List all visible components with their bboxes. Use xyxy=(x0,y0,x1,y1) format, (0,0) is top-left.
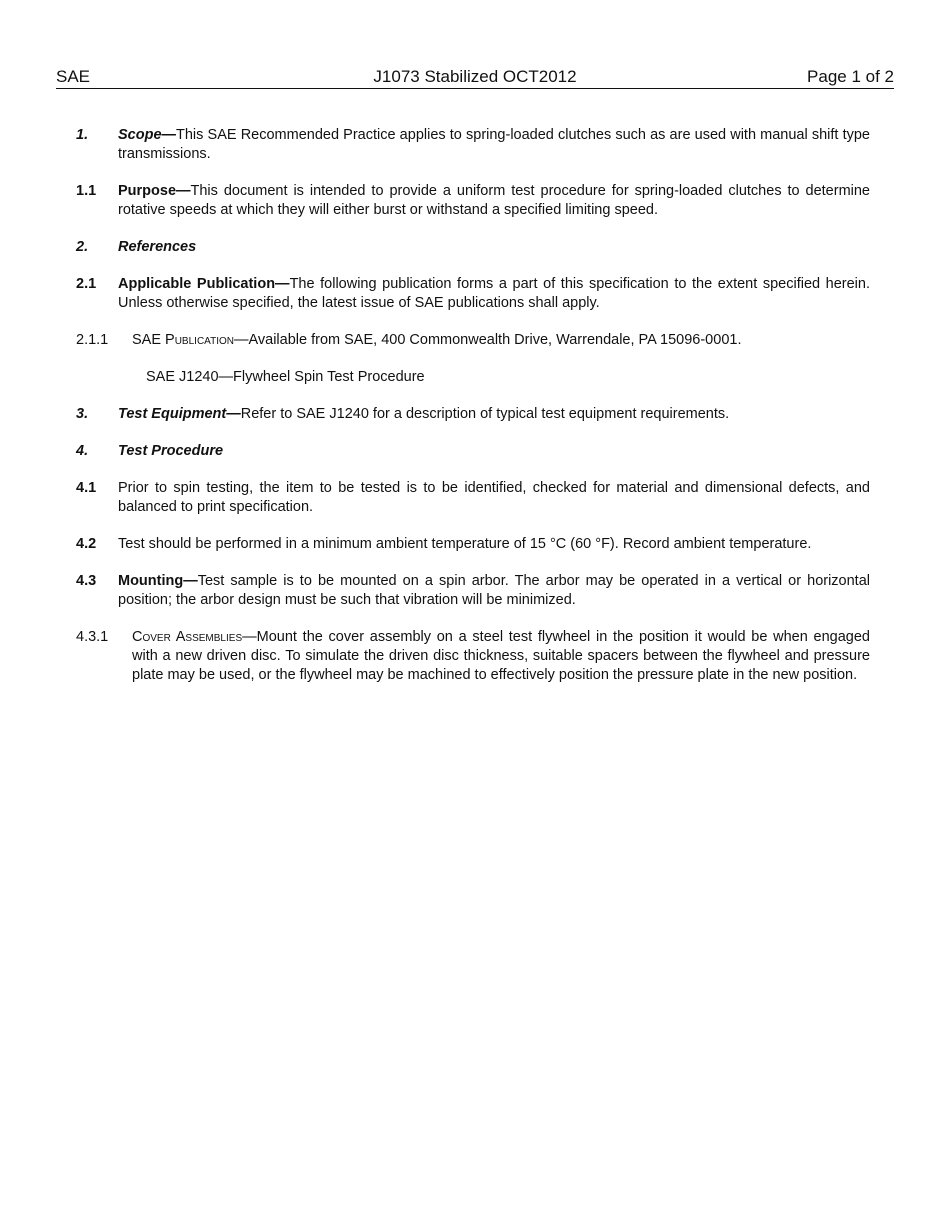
section-number: 1.1 xyxy=(76,183,97,199)
section-title: References xyxy=(118,239,197,255)
section-title: Mounting— xyxy=(118,573,198,589)
section-2-1-applicable-publication xyxy=(76,275,870,313)
section-paragraph xyxy=(118,442,870,461)
section-text: Test should be performed in a minimum ambient temperature of 15 °C (60 °F). Record ambient temperature. xyxy=(118,536,812,552)
section-paragraph xyxy=(118,126,870,164)
section-text: Test sample is to be mounted on a spin arbor. The arbor may be operated in a vertical or horizontal position; the arbor design must be such that vibration will be minimized. xyxy=(118,573,870,608)
section-number: 1. xyxy=(76,127,89,143)
section-title: Scope— xyxy=(118,127,177,143)
section-paragraph xyxy=(118,405,870,424)
section-text: —Mount the cover assembly on a steel test flywheel in the position it would be when engaged with a new driven disc. To simulate the driven disc thickness, suitable spacers between the flywheel and pressure plate may be used, or the flywheel may be machined to effectively position the pressure plate in the new position. xyxy=(132,629,870,683)
section-text: The following publication forms a part of this specification to the extent specified herein. Unless otherwise specified, the latest issue of SAE publications shall apply. xyxy=(118,276,871,311)
section-number: 4. xyxy=(76,443,89,459)
section-text: Refer to SAE J1240 for a description of typical test equipment requirements. xyxy=(240,406,730,422)
section-number: 4.3.1 xyxy=(76,629,109,645)
section-4-3-1-cover-assemblies xyxy=(76,628,870,685)
section-2-references xyxy=(76,238,870,257)
section-paragraph xyxy=(132,331,870,350)
section-number: 4.2 xyxy=(76,536,97,552)
section-4-2 xyxy=(76,535,870,554)
section-1-1-purpose xyxy=(76,182,870,220)
section-text: Prior to spin testing, the item to be tested is to be identified, checked for material and dimensional defects, and balanced to print specification. xyxy=(118,480,870,515)
document-body xyxy=(76,126,870,703)
section-text: —Available from SAE, 400 Commonwealth Drive, Warrendale, PA 15096-0001. xyxy=(233,332,742,348)
section-4-3-mounting xyxy=(76,572,870,610)
page-header xyxy=(56,66,894,89)
section-paragraph xyxy=(132,628,870,685)
section-paragraph xyxy=(118,479,870,517)
section-number: 2.1 xyxy=(76,276,97,292)
section-title: Test Procedure xyxy=(118,443,224,459)
section-paragraph xyxy=(118,238,870,257)
section-text: This SAE Recommended Practice applies to spring-loaded clutches such as are used with manual shift type transmissions. xyxy=(118,127,870,162)
section-number: 4.1 xyxy=(76,480,97,496)
section-paragraph xyxy=(118,572,870,610)
section-3-test-equipment xyxy=(76,405,870,424)
section-title: Cover Assemblies xyxy=(132,629,243,645)
section-4-test-procedure xyxy=(76,442,870,461)
header-org: SAE xyxy=(56,67,91,86)
section-title: Applicable Publication— xyxy=(118,276,290,292)
header-doc-id: J1073 Stabilized OCT2012 xyxy=(373,67,577,86)
section-paragraph xyxy=(118,535,870,554)
section-number: 3. xyxy=(76,406,89,422)
section-1-scope xyxy=(76,126,870,164)
section-title: SAE Publication xyxy=(132,332,234,348)
section-2-1-1-sae-publication xyxy=(76,331,870,350)
section-title: Purpose— xyxy=(118,183,191,199)
header-page-number: Page 1 of 2 xyxy=(807,67,894,86)
section-paragraph xyxy=(118,275,870,313)
reference-item: SAE J1240—Flywheel Spin Test Procedure xyxy=(146,369,425,385)
section-title: Test Equipment— xyxy=(118,406,241,422)
section-text: This document is intended to provide a uniform test procedure for spring-loaded clutches to determine rotative speeds at which they will either burst or withstand a specified limiting speed. xyxy=(118,183,870,218)
section-paragraph xyxy=(118,182,870,220)
section-number: 4.3 xyxy=(76,573,97,589)
section-number: 2.1.1 xyxy=(76,332,109,348)
section-4-1 xyxy=(76,479,870,517)
section-number: 2. xyxy=(76,239,89,255)
